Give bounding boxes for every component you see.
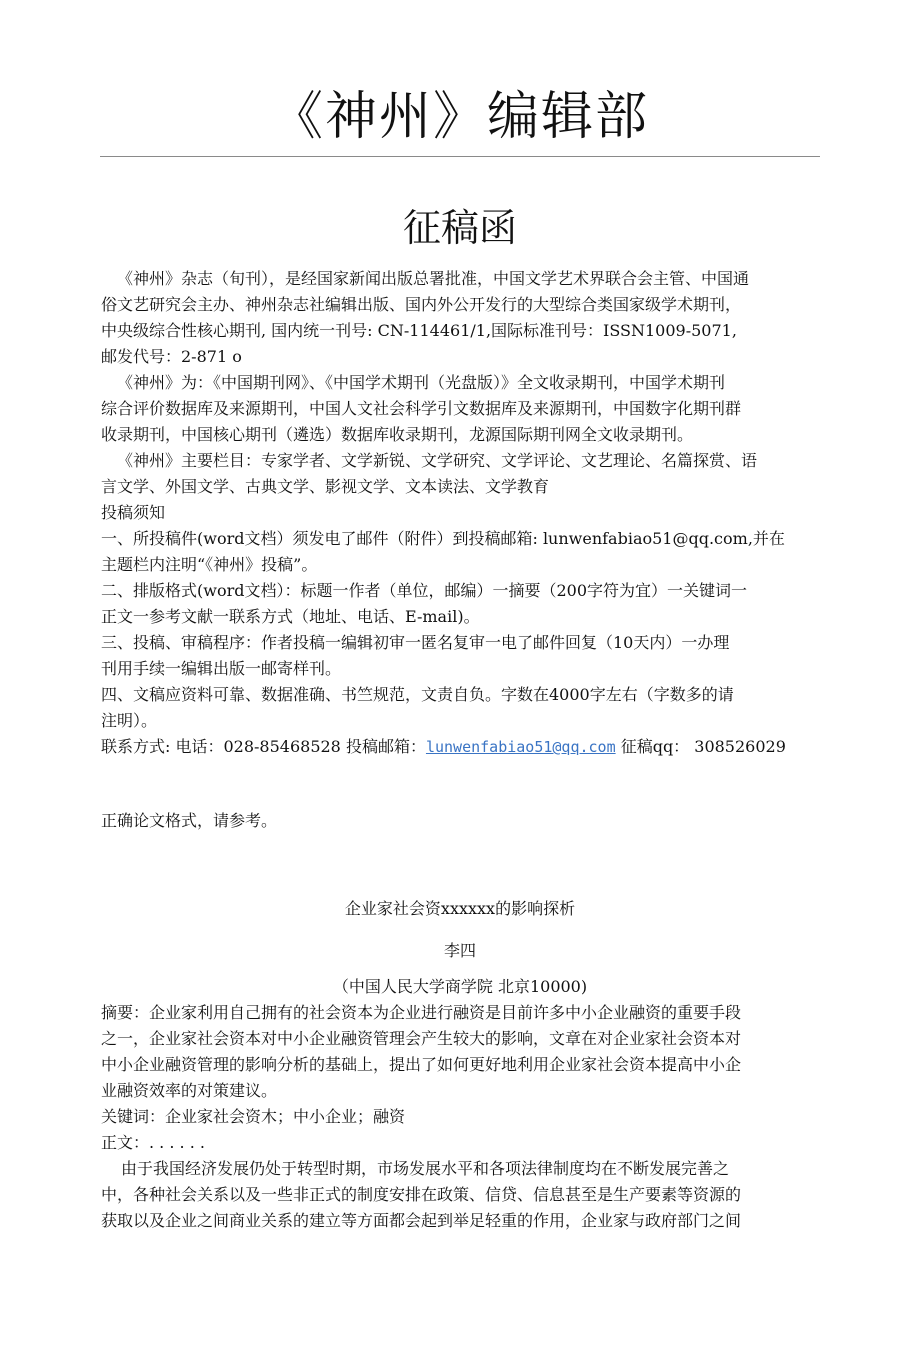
body-line: 中，各种社会关系以及一些非正式的制度安排在政策、信贷、信息甚至是生产要素等资源的 [101, 1185, 742, 1204]
intro-line: 邮发代号：2-871 o [101, 347, 242, 366]
rule-line: 正文一参考文献一联系方式（地址、电话、E-mail)。 [101, 607, 480, 626]
abstract-line: 摘要：企业家利用自己拥有的社会资本为企业进行融资是目前许多中小企业融资的重要手段 [101, 1003, 742, 1022]
contact-suffix: 征稿qq： 308526029 [615, 737, 786, 756]
abstract-line: 中小企业融资管理的影响分析的基础上，提出了如何更好地利用企业家社会资本提高中小企 [101, 1055, 742, 1074]
body-line: 由于我国经济发展仍处于转型时期，市场发展水平和各项法律制度均在不断发展完善之 [121, 1159, 730, 1178]
submission-email-link[interactable]: lunwenfabiao51@qq.com [425, 738, 616, 756]
column-line: 言文学、外国文学、古典文学、影视文学、文本读法、文学教育 [101, 477, 550, 496]
letter-body [101, 266, 821, 760]
rules-heading: 投稿须知 [101, 503, 166, 522]
rule-line: 刊用手续一编辑出版一邮寄样刊。 [101, 659, 342, 678]
keywords-line: 关键词：企业家社会资木；中小企业；融资 [101, 1107, 406, 1126]
contact-prefix: 联系方式: 电话：028-85468528 投稿邮箱： [101, 737, 426, 756]
intro-line: 俗文艺研究会主办、神州杂志社编辑出版、国内外公开发行的大型综合类国家级学术期刊， [101, 295, 742, 314]
body-line: 获取以及企业之间商业关系的建立等方面都会起到举足轻重的作用，企业家与政府部门之间 [101, 1211, 742, 1230]
body-label: 正文：. . . . . . [101, 1133, 205, 1152]
paper-affiliation: （中国人民大学商学院 北京10000) [332, 977, 588, 996]
intro-line: 《神州》杂志（旬刊），是经国家新闻出版总署批准，中国文学艺术界联合会主管、中国通 [117, 269, 750, 288]
format-note: 正确论文格式，请参考。 [101, 811, 278, 830]
abstract-line: 之一，企业家社会资本对中小企业融资管理会产生较大的影响，文章在对企业家社会资本对 [101, 1029, 742, 1048]
column-line: 《神州》主要栏目：专家学者、文学新锐、文学研究、文学评论、文艺理论、名篇探赏、语 [117, 451, 758, 470]
rule-line: 注明）。 [101, 711, 158, 730]
paper-title: 企业家社会资xxxxxx的影响探析 [344, 899, 576, 918]
intro-line: 中央级综合性核心期刊, 国内统一刊号: CN-114461/1,国际标准刊号：ISSN1009-5071, [101, 321, 737, 340]
rule-line: 四、文稿应资料可靠、数据准确、书竺规范，文责自负。字数在4000字左右（字数多的请 [101, 685, 734, 704]
index-line: 收录期刊，中国核心期刊（遴选）数据库收录期刊，龙源国际期刊网全文收录期刊。 [101, 425, 694, 444]
index-line: 《神州》为：《中国期刊网》、《中国学术期刊（光盘版）》全文收录期刊，中国学术期刊 [117, 373, 726, 392]
rule-line: 三、投稿、审稿程序：作者投稿一编辑初审一匿名复审一电了邮件回复（10天内）一办理 [101, 633, 730, 652]
paper-body [101, 1000, 821, 1234]
letter-title: 征稿函 [402, 206, 517, 250]
index-line: 综合评价数据库及来源期刊，中国人文社会科学引文数据库及来源期刊，中国数字化期刊群 [101, 399, 742, 418]
rule-line: 主题栏内注明“《神州》投稿”。 [101, 555, 318, 574]
rule-line: 一、所投稿件(word文档）须发电了邮件（附件）到投稿邮箱: lunwenfabiao51@qq.com,并在 [101, 529, 785, 548]
contact-line [101, 734, 821, 760]
paper-author: 李四 [443, 941, 476, 960]
editorial-header-title: 《神州》编辑部 [270, 87, 649, 147]
rule-line: 二、排版格式(word文档）：标题一作者（单位，邮编）一摘要（200字符为宜）一关键词一 [101, 581, 748, 600]
header-divider [100, 156, 820, 157]
abstract-line: 业融资效率的对策建议。 [101, 1081, 278, 1100]
